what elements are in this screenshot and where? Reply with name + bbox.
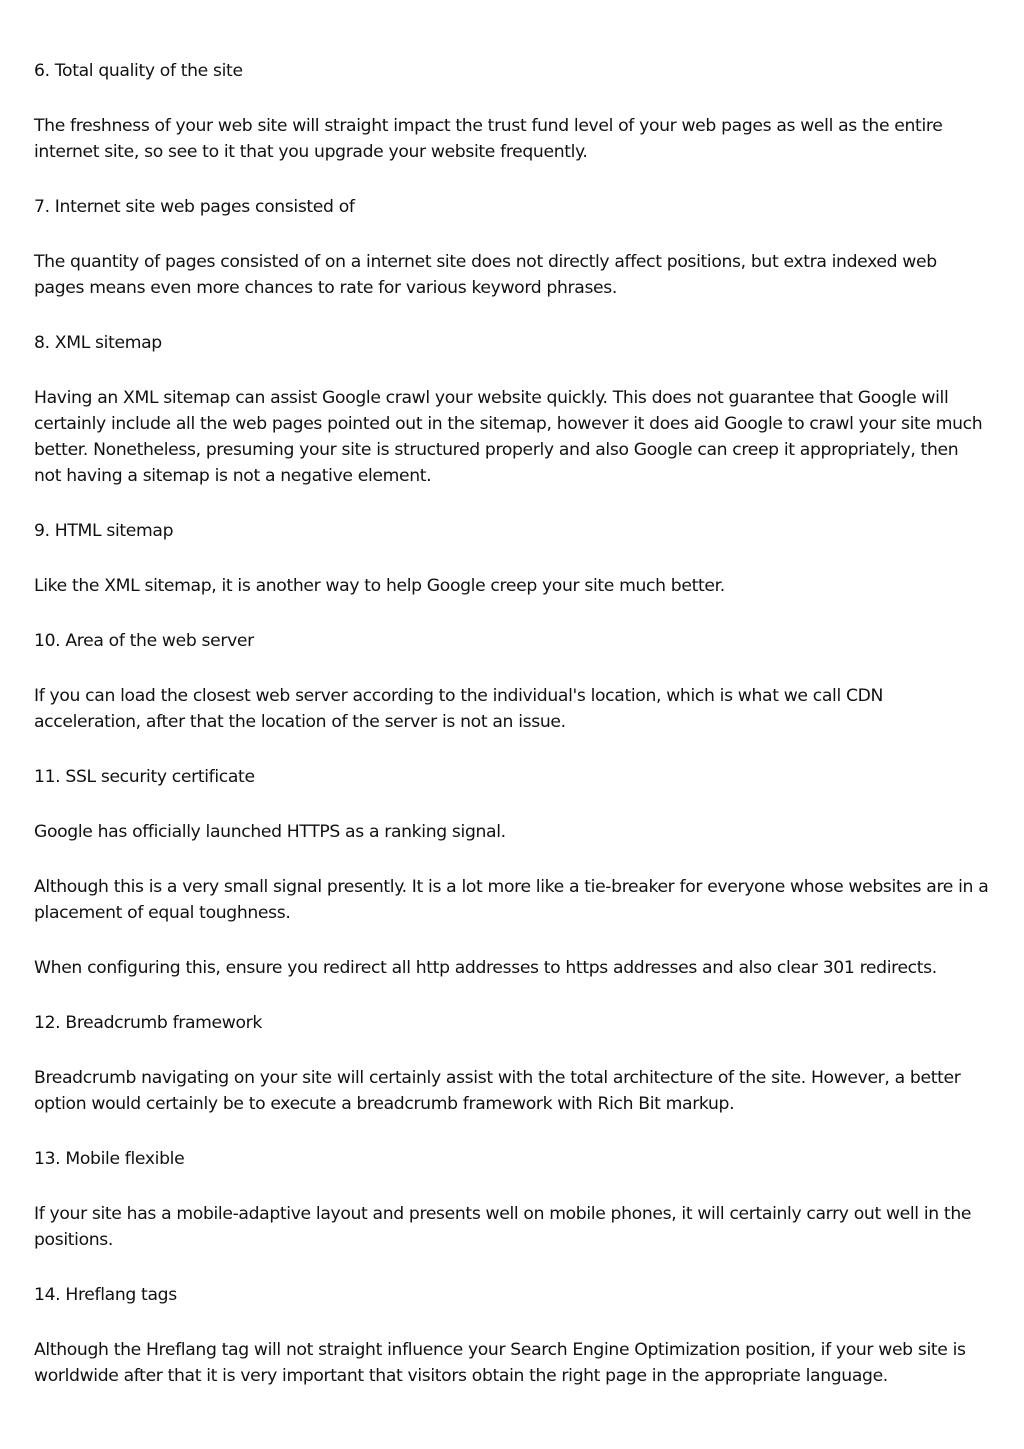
section-heading: 7. Internet site web pages consisted of (34, 197, 355, 217)
section-paragraph: The freshness of your web site will straight impact the trust fund level of your web pages as well as the entire internet site, so see to it that you upgrade your website frequently. (34, 116, 943, 162)
section-heading: 13. Mobile flexible (34, 1149, 185, 1169)
section-paragraph: Breadcrumb navigating on your site will certainly assist with the total architecture of the site. However, a better option would certainly be to execute a breadcrumb framework with Rich Bit markup. (34, 1068, 961, 1114)
section-heading: 14. Hreflang tags (34, 1285, 177, 1305)
document-page (34, 58, 990, 1418)
section-paragraph: Although the Hreflang tag will not straight influence your Search Engine Optimization position, if your web site is worldwide after that it is very important that visitors obtain the right page in the appropriate language. (34, 1340, 966, 1386)
section-paragraph: The quantity of pages consisted of on a internet site does not directly affect positions, but extra indexed web pages means even more chances to rate for various keyword phrases. (34, 252, 937, 298)
section-paragraph: Google has officially launched HTTPS as a ranking signal. (34, 822, 506, 842)
section-heading: 10. Area of the web server (34, 631, 254, 651)
section-paragraph: When configuring this, ensure you redirect all http addresses to https addresses and also clear 301 redirects. (34, 958, 937, 978)
section-paragraph: If you can load the closest web server according to the individual's location, which is what we call CDN acceleration, after that the location of the server is not an issue. (34, 686, 884, 732)
section-heading: 9. HTML sitemap (34, 521, 174, 541)
section-heading: 8. XML sitemap (34, 333, 162, 353)
section-heading: 11. SSL security certificate (34, 767, 255, 787)
section-heading: 6. Total quality of the site (34, 61, 243, 81)
section-heading: 12. Breadcrumb framework (34, 1013, 262, 1033)
section-paragraph: Like the XML sitemap, it is another way to help Google creep your site much better. (34, 576, 725, 596)
section-paragraph: If your site has a mobile-adaptive layout and presents well on mobile phones, it will certainly carry out well in the positions. (34, 1204, 972, 1250)
section-paragraph: Having an XML sitemap can assist Google crawl your website quickly. This does not guarantee that Google will certainly include all the web pages pointed out in the sitemap, however it does aid Google to crawl your site much better. Nonetheless, presuming your site is structured properly and also Google can creep it appropriately, then not having a sitemap is not a negative element. (34, 388, 983, 486)
section-paragraph: Although this is a very small signal presently. It is a lot more like a tie-breaker for everyone whose websites are in a placement of equal toughness. (34, 877, 989, 923)
